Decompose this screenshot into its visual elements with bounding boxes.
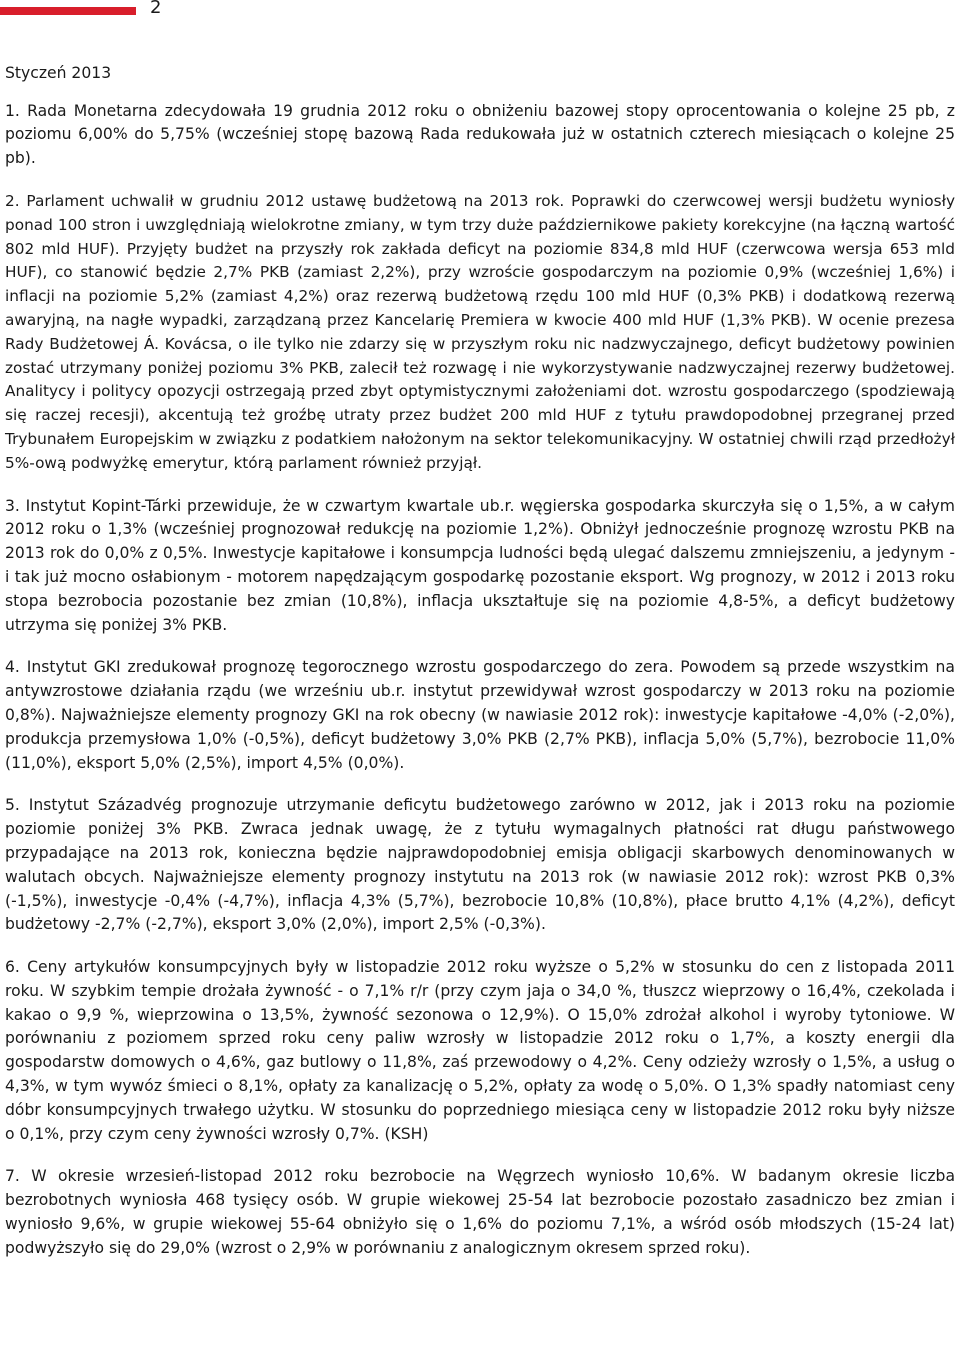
document-body — [5, 61, 955, 1261]
paragraph-2: 2. Parlament uchwalił w grudniu 2012 ustawę budżetową na 2013 rok. Poprawki do czerwcowej wersji budżetu wyniosły ponad 100 stron i uwzględniają wielokrotne zmiany, w tym trzy duże październikowe pakiety korekcyjne (na łączną wartość 802 mld HUF). Przyjęty budżet na przyszły rok zakłada deficyt na poziomie 834,8 mld HUF (czerwcowa wersja 653 mld HUF), co stanowić będzie 2,7% PKB (zamiast 2,2%), przy wzroście gospodarczym na poziomie 0,9% (wcześniej 1,6%) i inflacji na poziomie 5,2% (zamiast 4,2%) oraz rezerwą budżetową rzędu 100 mld HUF (0,3% PKB) i dodatkową rezerwą awaryjną, na nagłe wypadki, zarządzaną przez Kancelarię Premiera w kwocie 400 mld HUF (1,3% PKB). W ocenie prezesa Rady Budżetowej Á. Kovácsa, o ile tylko nie zdarzy się w przyszłym roku nic nadzwyczajnego, deficyt budżetowy powinien zostać utrzymany poniżej poziomu 3% PKB, zalecił też rozwagę i nie wykorzystywanie nadzwyczajnej rezerwy budżetowej. Analitycy i politycy opozycji ostrzegają przed zbyt optymistycznymi założeniami dot. wzrostu gospodarczego (spodziewają się raczej recesji), akcentują też groźbę utraty przez budżet 200 mld HUF z tytułu prawdopodobnej przegranej przed Trybunałem Europejskim w związku z podatkiem nałożonym na sektor telekomunikacyjny. W ostatniej chwili rząd przedłożył 5%-ową podwyżkę emerytur, którą parlament również przyjął. — [5, 191, 955, 472]
page-header — [0, 0, 960, 24]
paragraph-6: 6. Ceny artykułów konsumpcyjnych były w listopadzie 2012 roku wyższe o 5,2% w stosunku do cen z listopada 2011 roku. W szybkim tempie drożała żywność - o 7,1% r/r (przy czym jaja o 34,0 %, tłuszcz wieprzowy o 16,4%, czekolada i kakao o 9,9 %, wieprzowina o 13,5%, żywność sezonowa o 12,9%). O 15,0% zdrożał alkohol i wyroby tytoniowe. W porównaniu z poziomem sprzed roku ceny paliw wzrosły w listopadzie 2012 roku o 1,7%, a koszty energii dla gospodarstw domowych o 4,6%, gaz butlowy o 11,8%, zaś przewodowy o 4,2%. Ceny odzieży wzrosły o 1,5%, a usług o 4,3%, w tym wywóz śmieci o 8,1%, opłaty za kanalizację o 5,2%, opłaty za wodę o 5,0%. O 1,3% spadły natomiast ceny dóbr konsumpcyjnych trwałego użytku. W stosunku do poprzedniego miesiąca ceny w listopadzie 2012 roku były niższe o 0,1%, przy czym ceny żywności wzrosły 0,7%. (KSH) — [5, 958, 955, 1143]
page-number: 2 — [150, 0, 162, 18]
document-date: Styczeń 2013 — [5, 64, 112, 82]
paragraph-7: 7. W okresie wrzesień-listopad 2012 roku bezrobocie na Węgrzech wyniosło 10,6%. W badanym okresie liczba bezrobotnych wyniosła 468 tysięcy osób. W grupie wiekowej 25-54 lat bezrobocie pozostało zasadniczo bez zmian i wyniosło 9,6%, w grupie wiekowej 55-64 obniżyło się o 1,6% do poziomu 7,1%, a wśród osób młodszych (15-24 lat) podwyższyło się do 29,0% (wzrost o 2,9% w porównaniu z analogicznym okresem sprzed roku). — [5, 1167, 955, 1257]
paragraph-1: 1. Rada Monetarna zdecydowała 19 grudnia 2012 roku o obniżeniu bazowej stopy oprocentowania o kolejne 25 pb, z poziomu 6,00% do 5,75% (wcześniej stopę bazową Rada redukowała już w ostatnich czterech miesiącach o kolejne 25 pb). — [5, 101, 955, 168]
paragraph-5: 5. Instytut Századvég prognozuje utrzymanie deficytu budżetowego zarówno w 2012, jak i 2013 roku na poziomie poziomie poniżej 3% PKB. Zwraca jednak uwagę, że z tytułu wymagalnych płatności rat długu państwowego przypadające na 2013 rok, konieczna będzie najprawdopodobniej emisja obligacji skarbowych denominowanych w walutach obcych. Najważniejsze elementy prognozy instytutu na 2013 rok (w nawiasie 2012 rok): wzrost PKB 0,3% (-1,5%), inwestycje -0,4% (-4,7%), inflacja 4,3% (5,7%), bezrobocie 10,8% (10,8%), płace brutto 4,1% (4,2%), deficyt budżetowy -2,7% (-2,7%), eksport 3,0% (2,0%), import 2,5% (-0,3%). — [5, 796, 955, 934]
paragraph-3: 3. Instytut Kopint-Tárki przewiduje, że w czwartym kwartale ub.r. węgierska gospodarka skurczyła się o 1,5%, a w całym 2012 roku o 1,3% (wcześniej prognozował redukcję na poziomie 1,2%). Obniżył jednocześnie prognozę wzrostu PKB na 2013 rok do 0,0% z 0,5%. Inwestycje kapitałowe i konsumpcja ludności będą ulegać dalszemu zmniejszeniu, a jedynym - i tak już mocno osłabionym - motorem napędzającym gospodarkę pozostanie eksport. Wg prognozy, w 2012 i 2013 roku stopa bezrobocia pozostanie bez zmian (10,8%), inflacja ukształtuje się na poziomie 4,8-5%, a deficyt budżetowy utrzyma się poniżej 3% PKB. — [5, 496, 955, 634]
paragraph-4: 4. Instytut GKI zredukował prognozę tegorocznego wzrostu gospodarczego do zera. Powodem są przede wszystkim na antywzrostowe działania rządu (we wrześniu ub.r. instytut przewidywał wzrost gospodarczy w 2013 roku na poziomie 0,8%). Najważniejsze elementy prognozy GKI na rok obecny (w nawiasie 2012 rok): inwestycje kapitałowe -4,0% (-2,0%), produkcja przemysłowa 1,0% (-0,5%), deficyt budżetowy 3,0% PKB (2,7% PKB), inflacja 5,0% (5,7%), bezrobocie 11,0% (11,0%), eksport 5,0% (2,5%), import 4,5% (0,0%). — [5, 658, 955, 772]
header-accent-bar — [0, 7, 136, 15]
